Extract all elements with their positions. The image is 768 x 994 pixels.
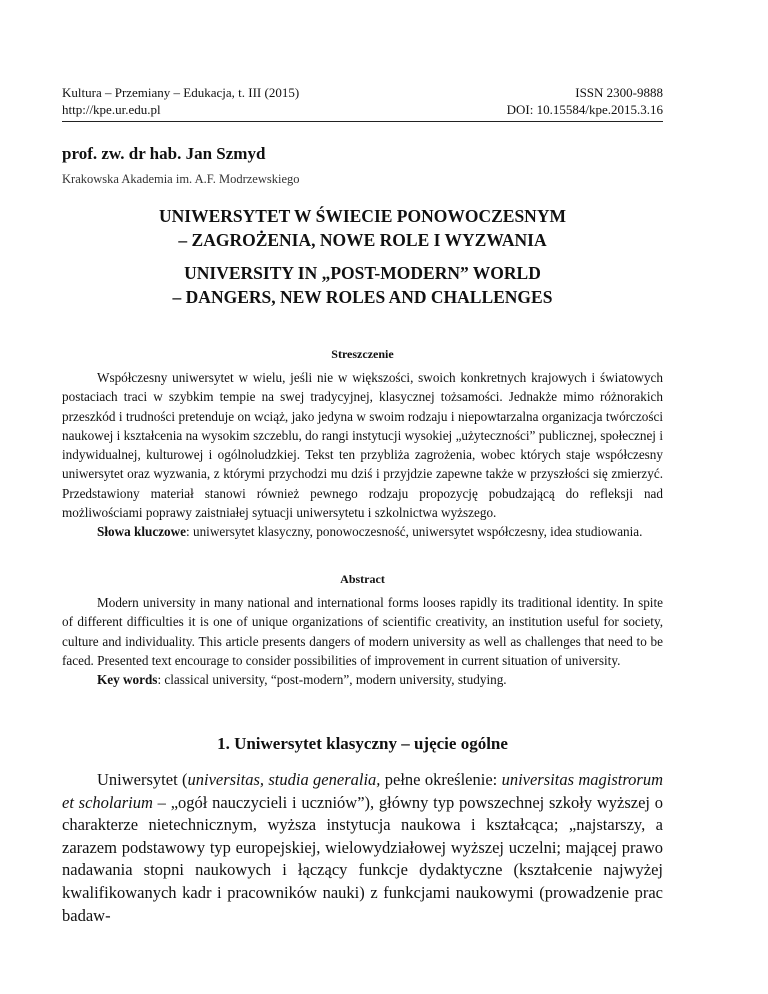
title-english — [62, 261, 663, 309]
italic-term-full-name: universitas magistrorum et scholarium — [62, 770, 663, 812]
title-polish — [62, 204, 663, 252]
issn: ISSN 2300-9888 — [575, 85, 663, 100]
italic-term-latin: universitas, studia generalia, — [187, 770, 381, 789]
author-affiliation: Krakowska Akademia im. A.F. Modrzewskiego — [62, 172, 300, 186]
section-paragraph — [62, 769, 663, 927]
title-english-line2: – DANGERS, NEW ROLES AND CHALLENGES — [172, 287, 553, 307]
journal-url: http://kpe.ur.edu.pl — [62, 102, 161, 117]
keywords-pl: : uniwersytet klasyczny, ponowoczesność, uniwersytet współczesny, idea studiowania. — [186, 524, 643, 540]
streszczenie-keywords — [62, 522, 663, 541]
abstract-text: Modern university in many national and international forms looses rapidly its traditional identity. In spite of different difficulties it is one of unique organizations of scientific creativity, an institution useful for society, culture and individuality. This article presents dangers of modern university as well as challenges that need to be faced. Presented text encourage to consider possibilities of improvement in current situation of university. — [62, 595, 663, 668]
abstract-block — [62, 593, 663, 689]
streszczenie-block — [62, 368, 663, 542]
header-rule — [62, 121, 663, 122]
text-run: – „ogół nauczycieli i uczniów”), główny typ powszechnej szkoły wyższej o charakterze nietechnicznym, wyższa instytucja naukowa i kształcąca; „najstarszy, a zarazem podstawowy typ europejskiej, wielowydziałowej wyższej uczelni; mającej prawo nadawania stopni naukowych i łączący funkcje dydaktyczne (kształcenie najwyżej kwalifikowanych kadr i pracowników nauki) z funkcjami naukowymi (prowadzenie prac badaw- — [62, 792, 663, 925]
section-body — [62, 769, 663, 927]
abstract-heading: Abstract — [340, 572, 385, 586]
streszczenie-heading: Streszczenie — [331, 347, 394, 361]
keywords-label-pl: Słowa kluczowe — [97, 524, 187, 540]
text-run: pełne określenie: — [380, 770, 502, 789]
journal-title: Kultura – Przemiany – Edukacja, t. III (2015) — [62, 85, 300, 100]
text-run: Uniwersytet ( — [97, 770, 188, 789]
header-right — [507, 84, 663, 118]
author-name: prof. zw. dr hab. Jan Szmyd — [62, 144, 266, 163]
streszczenie-text: Współczesny uniwersytet w wielu, jeśli nie w większości, swoich konkretnych krajowych i światowych postaciach traci w szybkim tempie na swej tradycyjnej, klasycznej tożsamości. Jednakże mimo różnorakich przeszkód i trudności pretenduje on wciąż, jako jedyna w swoim rodzaju i niepowtarzalna organizacja twórczości naukowej i kształcenia na wysokim szczeblu, do rangi instytucji wysokiej „użyteczności” publicznej, społecznej i indywidualnej, kulturowej i ogólnoludzkiej. Tekst ten przybliża zagrożenia, wobec których staje współczesny uniwersytet oraz wyzwania, z którymi przychodzi mu dziś i przyjdzie zapewne także w przyszłości się zmierzyć. Przedstawiony materiał stanowi również pewnego rodzaju propozycję pobudzającą do refleksji nad możliwościami poprawy zaistniałej sytuacji uniwersytetu i szkolnictwa wyższego. — [62, 370, 663, 521]
header-left — [62, 84, 299, 118]
keywords-en: : classical university, “post-modern”, modern university, studying. — [157, 672, 507, 688]
title-english-line1: UNIVERSITY IN „POST-MODERN” WORLD — [184, 263, 541, 283]
doi: DOI: 10.15584/kpe.2015.3.16 — [506, 102, 663, 117]
abstract-keywords — [62, 670, 663, 689]
keywords-label-en: Key words — [97, 672, 158, 688]
title-polish-line1: UNIWERSYTET W ŚWIECIE PONOWOCZESNYM — [159, 206, 566, 226]
title-polish-line2: – ZAGROŻENIA, NOWE ROLE I WYZWANIA — [178, 230, 547, 250]
section-heading: 1. Uniwersytet klasyczny – ujęcie ogólne — [217, 734, 508, 753]
